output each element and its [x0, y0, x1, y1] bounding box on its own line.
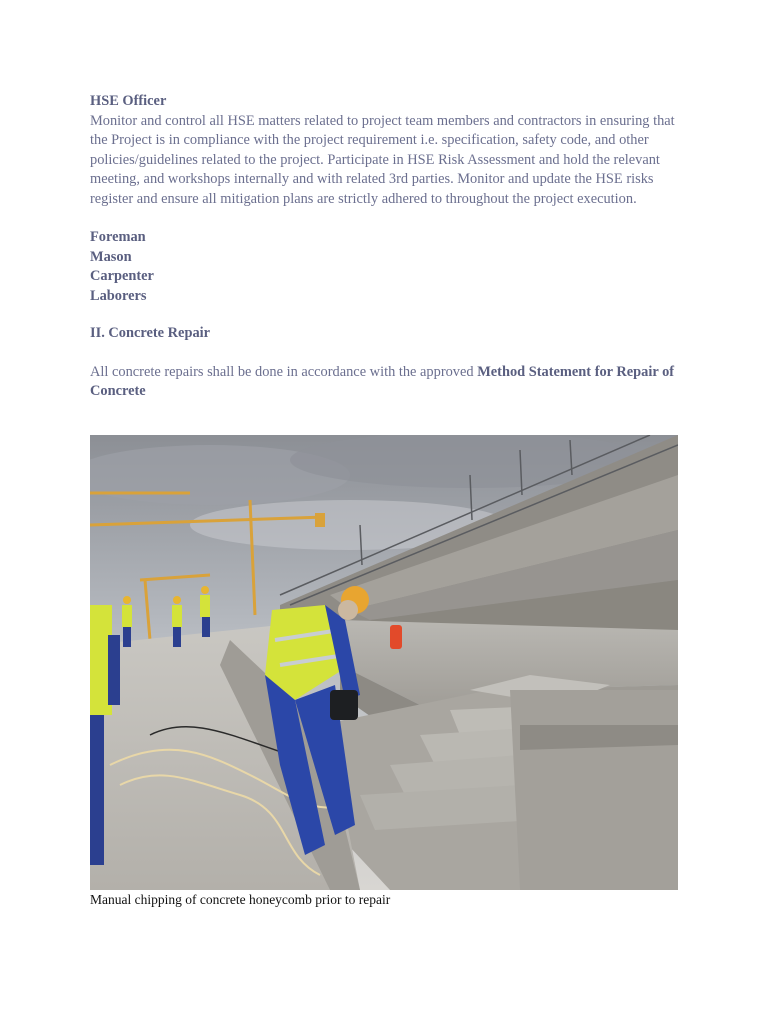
roles-list — [90, 228, 680, 306]
photo-caption: Manual chipping of concrete honeycomb prior to repair — [90, 892, 391, 907]
concrete-repair-photo — [90, 435, 678, 890]
role-carpenter: Carpenter — [90, 268, 154, 284]
concrete-repair-statement — [90, 363, 680, 402]
crane-cab — [315, 513, 325, 527]
hse-officer-heading: HSE Officer — [90, 93, 167, 109]
section-title: II. Concrete Repair — [90, 325, 211, 341]
role-mason: Mason — [90, 248, 132, 265]
role-foreman: Foreman — [90, 229, 146, 245]
document-body — [90, 92, 680, 402]
role-laborers: Laborers — [90, 287, 147, 304]
method-statement-ref: Method Statement for Repair of Concrete — [90, 363, 675, 399]
orange-container — [390, 625, 402, 649]
statement-text: All concrete repairs shall be done in accordance with the approved — [90, 363, 478, 380]
hse-officer-description: Monitor and control all HSE matters related to project team members and contractors in ensuring that the Project is in compliance with the project requirement i.e. specification, safety code, and other policies/guidelines related to the project. Participate in HSE Risk Assessment and hold the relevant meeting, and workshops internally and with related 3rd parties. Monitor and update the HSE risks register and ensure all mitigation plans are strictly adhered to throughout the project execution. — [90, 112, 675, 207]
